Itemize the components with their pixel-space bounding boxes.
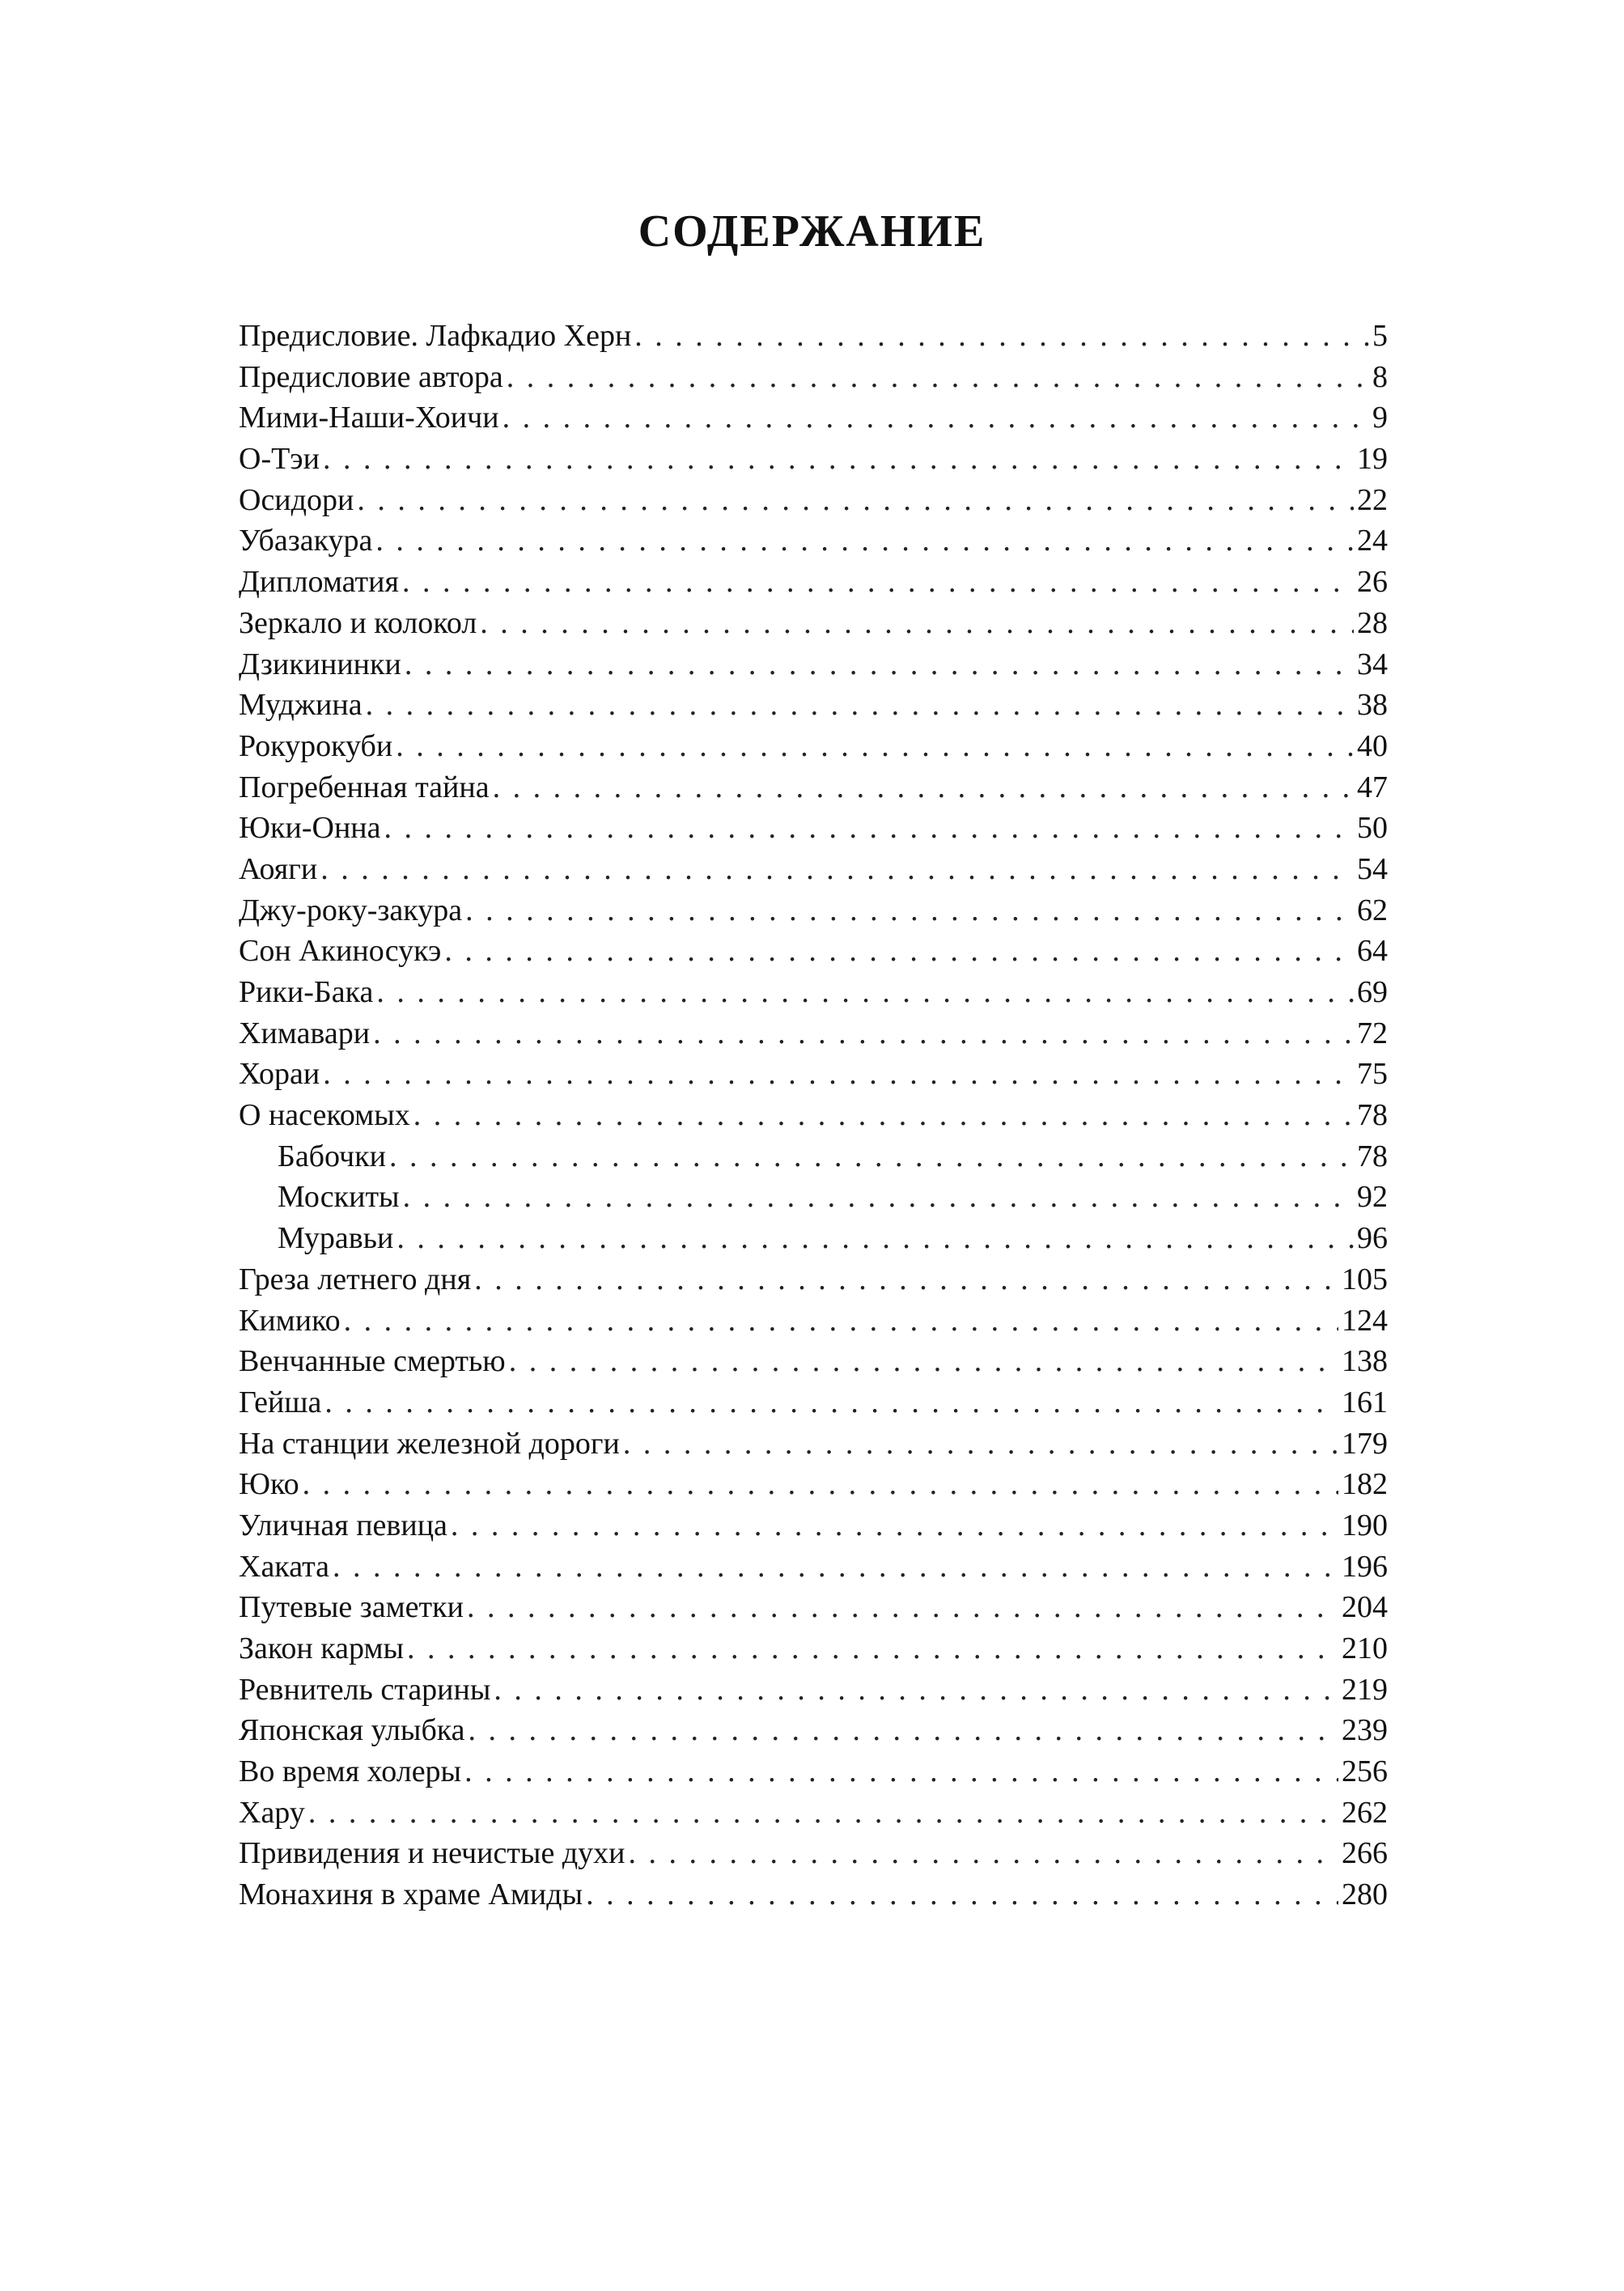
entry-title: Греза летнего дня	[239, 1262, 472, 1296]
page-number: 161	[1342, 1385, 1388, 1419]
toc-entry	[239, 1751, 1388, 1792]
entry-title: Ревнитель старины	[239, 1672, 491, 1707]
entry-title: Убазакура	[239, 524, 373, 558]
dot-leader	[494, 1669, 1338, 1710]
dot-leader	[467, 1587, 1338, 1627]
entry-title: Рики-Бака	[239, 975, 374, 1009]
entry-title: Хару	[239, 1795, 305, 1830]
entry-title: Муравьи	[278, 1221, 394, 1256]
dot-leader	[405, 644, 1354, 685]
toc-entry	[239, 1054, 1388, 1095]
dot-leader	[507, 357, 1369, 397]
toc-subentry	[239, 1136, 1388, 1177]
page-title: СОДЕРЖАНИЕ	[638, 206, 986, 257]
page-number: 5	[1372, 319, 1388, 353]
toc-entry	[239, 808, 1388, 849]
dot-leader	[324, 1382, 1338, 1423]
toc-entry	[239, 1341, 1388, 1382]
dot-leader	[333, 1546, 1338, 1587]
toc-entry	[239, 1300, 1388, 1342]
entry-title: Привидения и нечистые духи	[239, 1836, 625, 1871]
toc-entry	[239, 357, 1388, 398]
entry-title: Сон Акиносукэ	[239, 934, 442, 969]
entry-title: Юко	[239, 1467, 299, 1502]
page-number: 72	[1357, 1016, 1388, 1050]
page-number: 179	[1342, 1426, 1388, 1461]
toc-entry	[239, 439, 1388, 480]
toc-entry	[239, 1464, 1388, 1505]
entry-title: Рокурокуби	[239, 728, 393, 763]
dot-leader	[586, 1874, 1338, 1915]
dot-leader	[634, 316, 1369, 356]
toc-entry	[239, 1874, 1388, 1916]
toc-entry	[239, 603, 1388, 644]
dot-leader	[308, 1792, 1338, 1833]
dot-leader	[303, 1464, 1338, 1504]
page-number: 78	[1357, 1139, 1388, 1173]
toc-entry	[239, 931, 1388, 972]
page-number: 190	[1342, 1508, 1388, 1542]
toc-entry	[239, 1505, 1388, 1546]
entry-title: Аояги	[239, 851, 318, 886]
toc-entry	[239, 726, 1388, 767]
dot-leader	[451, 1505, 1338, 1546]
dot-leader	[502, 397, 1369, 438]
dot-leader	[469, 1710, 1338, 1750]
page-number: 96	[1357, 1221, 1388, 1256]
dot-leader	[465, 890, 1354, 931]
page-number: 50	[1357, 811, 1388, 846]
page-number: 9	[1372, 401, 1388, 435]
page-number: 62	[1357, 893, 1388, 927]
entry-title: Москиты	[278, 1180, 400, 1215]
toc-entry	[239, 1259, 1388, 1300]
dot-leader	[402, 562, 1354, 602]
dot-leader	[320, 849, 1354, 889]
page-number: 19	[1357, 442, 1388, 477]
dot-leader	[389, 1136, 1354, 1177]
page-number: 124	[1342, 1303, 1388, 1338]
dot-leader	[376, 972, 1354, 1012]
dot-leader	[407, 1628, 1338, 1669]
page-number: 26	[1357, 565, 1388, 600]
entry-title: Японская улыбка	[239, 1713, 465, 1748]
toc-entry	[239, 890, 1388, 931]
entry-title: Зеркало и колокол	[239, 605, 477, 640]
entry-title: О насекомых	[239, 1098, 410, 1133]
entry-title: Уличная певица	[239, 1508, 447, 1542]
toc-entry	[239, 849, 1388, 890]
toc-entry	[239, 520, 1388, 562]
entry-title: Хаката	[239, 1549, 330, 1584]
toc-entry	[239, 1669, 1388, 1711]
dot-leader	[413, 1095, 1354, 1135]
entry-title: Муджина	[239, 688, 363, 723]
toc-entry	[239, 1710, 1388, 1751]
toc-entry	[239, 685, 1388, 726]
toc-entry	[239, 316, 1388, 357]
entry-title: Кимико	[239, 1303, 341, 1338]
page-number: 280	[1342, 1877, 1388, 1912]
page-number: 24	[1357, 524, 1388, 558]
entry-title: Хораи	[239, 1057, 320, 1092]
toc-entry	[239, 562, 1388, 603]
toc-entry	[239, 767, 1388, 808]
toc-subentry	[239, 1218, 1388, 1259]
entry-title: Монахиня в храме Амиды	[239, 1877, 583, 1912]
toc-entry	[239, 1095, 1388, 1136]
dot-leader	[464, 1751, 1338, 1792]
toc-entry	[239, 1792, 1388, 1834]
toc-entry	[239, 1587, 1388, 1628]
page-number: 196	[1342, 1549, 1388, 1584]
toc-entry	[239, 1382, 1388, 1423]
page-number: 219	[1342, 1672, 1388, 1707]
dot-leader	[373, 1013, 1354, 1054]
entry-title: Осидори	[239, 482, 354, 517]
toc-entry	[239, 1628, 1388, 1669]
entry-title: На станции железной дороги	[239, 1426, 620, 1461]
entry-title: Венчанные смертью	[239, 1344, 506, 1379]
page-number: 92	[1357, 1180, 1388, 1215]
dot-leader	[629, 1833, 1339, 1873]
entry-title: Путевые заметки	[239, 1590, 464, 1625]
page-number: 204	[1342, 1590, 1388, 1625]
toc-subentry	[239, 1177, 1388, 1218]
page-number: 239	[1342, 1713, 1388, 1748]
dot-leader	[480, 603, 1354, 643]
dot-leader	[357, 480, 1354, 520]
entry-title: Джу-року-закура	[239, 893, 463, 927]
page-number: 75	[1357, 1057, 1388, 1092]
dot-leader	[493, 767, 1354, 808]
page-number: 34	[1357, 647, 1388, 681]
entry-title: Гейша	[239, 1385, 322, 1419]
toc-entry	[239, 644, 1388, 685]
entry-title: О-Тэи	[239, 442, 320, 477]
dot-leader	[384, 808, 1355, 848]
entry-title: Химавари	[239, 1016, 371, 1050]
page-number: 262	[1342, 1795, 1388, 1830]
toc-entry	[239, 1013, 1388, 1054]
entry-title: Мими-Наши-Хоичи	[239, 401, 499, 435]
dot-leader	[396, 726, 1354, 766]
toc-entry	[239, 397, 1388, 439]
toc-entry	[239, 480, 1388, 521]
dot-leader	[366, 685, 1354, 725]
page-number: 266	[1342, 1836, 1388, 1871]
entry-title: Погребенная тайна	[239, 770, 490, 804]
toc-entry	[239, 1546, 1388, 1588]
dot-leader	[509, 1341, 1338, 1381]
dot-leader	[344, 1300, 1338, 1341]
entry-title: Бабочки	[278, 1139, 386, 1173]
dot-leader	[403, 1177, 1354, 1217]
table-of-contents	[239, 316, 1388, 1916]
entry-title: Дзикининки	[239, 647, 401, 681]
page-number: 138	[1342, 1344, 1388, 1379]
dot-leader	[323, 439, 1354, 479]
page-number: 210	[1342, 1631, 1388, 1665]
page-number: 28	[1357, 605, 1388, 640]
page-number: 22	[1357, 482, 1388, 517]
entry-title: Во время холеры	[239, 1754, 462, 1789]
page-number: 38	[1357, 688, 1388, 723]
entry-title: Юки-Онна	[239, 811, 381, 846]
dot-leader	[323, 1054, 1354, 1094]
page-number: 105	[1342, 1262, 1388, 1296]
page-number: 64	[1357, 934, 1388, 969]
entry-title: Закон кармы	[239, 1631, 405, 1665]
entry-title: Предисловие автора	[239, 359, 503, 394]
page-number: 8	[1372, 359, 1388, 394]
dot-leader	[474, 1259, 1338, 1300]
dot-leader	[623, 1423, 1338, 1464]
toc-entry	[239, 1833, 1388, 1874]
page-number: 256	[1342, 1754, 1388, 1789]
dot-leader	[396, 1218, 1354, 1258]
toc-entry	[239, 972, 1388, 1013]
toc-entry	[239, 1423, 1388, 1465]
page-number: 69	[1357, 975, 1388, 1009]
page-number: 40	[1357, 728, 1388, 763]
page-number: 54	[1357, 851, 1388, 886]
entry-title: Предисловие. Лафкадио Херн	[239, 319, 632, 353]
dot-leader	[375, 520, 1354, 561]
entry-title: Дипломатия	[239, 565, 399, 600]
page-number: 47	[1357, 770, 1388, 804]
page-number: 78	[1357, 1098, 1388, 1133]
page-number: 182	[1342, 1467, 1388, 1502]
dot-leader	[444, 931, 1354, 971]
